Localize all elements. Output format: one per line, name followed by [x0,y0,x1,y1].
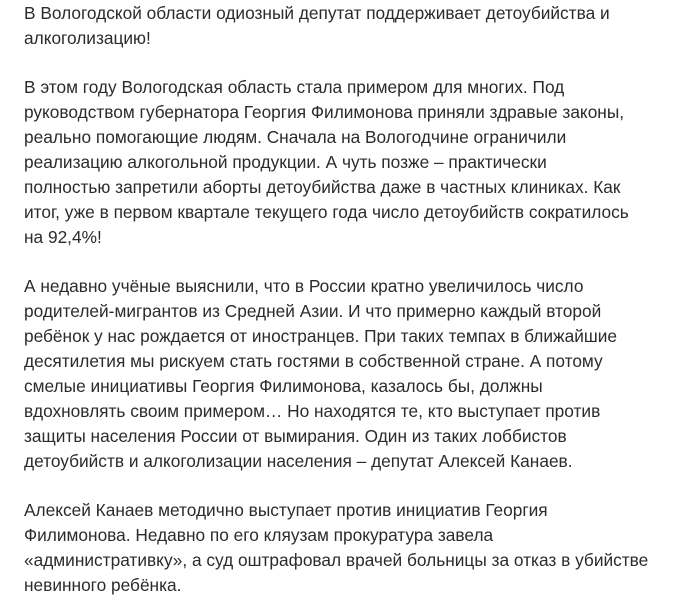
post-paragraph-2: А недавно учёные выяснили, что в России кратно увеличилось число родителей-мигрантов из Средней Азии. И что примерно каждый второй ребёнок у нас рождается от иностранцев. При таких темпах в ближайшие десятилетия мы рискуем стать гостями в собственной стране. А потому смелые инициативы Георгия Филимонова, казалось бы, должны вдохновлять своим примером… Но находятся те, кто выступает против защиты населения России от вымирания. Один из таких лоббистов детоубийств и алкоголизации населения – депутат Алексей Канаев. [24,276,617,471]
post-paragraph-3: Алексей Канаев методично выступает против инициатив Георгия Филимонова. Недавно по его кляузам прокуратура завела «административку», а суд оштрафовал врачей больницы за отказ в убийстве невинного ребёнка. [24,500,649,595]
post-paragraph-1: В этом году Вологодская область стала примером для многих. Под руководством губернатора Георгия Филимонова приняли здравые законы, реально помогающие людям. Сначала на Вологодчине ограничили реализацию алкогольной продукции. А чуть позже – практически полностью запретили аборты детоубийства даже в частных клиниках. Как итог, уже в первом квартале текущего года число детоубийств сократилось на 92,4%! [24,77,629,247]
post-headline: В Вологодской области одиозный депутат поддерживает детоубийства и алкоголизацию! [24,3,610,48]
